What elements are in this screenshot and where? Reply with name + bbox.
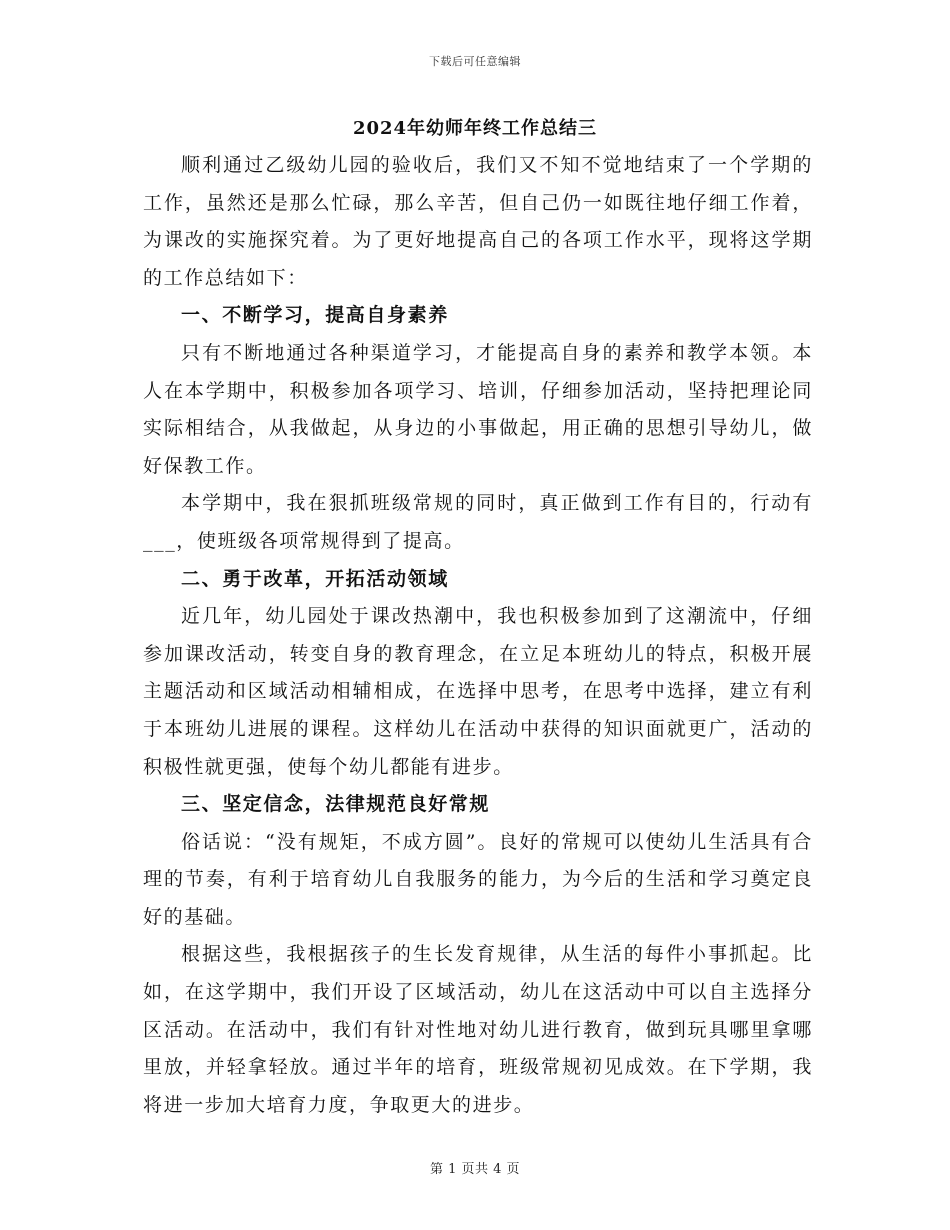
header-note: 下载后可任意编辑 (429, 55, 521, 68)
page-indicator: 第 1 页共 4 页 (429, 1162, 521, 1177)
section-3-paragraph-2: 根据这些，我根据孩子的生长发育规律，从生活的每件小事抓起。比如，在这学期中，我们开设了区域活动，幼儿在这活动中可以自主选择分区活动。在活动中，我们有针对性地对幼儿进行教育，做到玩具哪里拿哪里放，并轻拿轻放。通过半年的培育，班级常规初见成效。在下学期，我将进一步加大培育力度，争取更大的进步。 (143, 943, 813, 1116)
document-body (143, 147, 813, 1124)
section-1-heading: 一、不断学习，提高自身素养 (181, 304, 449, 327)
section-1-paragraph-2: 本学期中，我在狠抓班级常规的同时，真正做到工作有目的，行动有___，使班级各项常规得到了提高。 (143, 492, 813, 552)
document-title: 2024年幼师年终工作总结三 (352, 118, 598, 139)
section-3-heading: 三、坚定信念，法律规范良好常规 (181, 793, 491, 816)
section-2-paragraph-1: 近几年，幼儿园处于课改热潮中，我也积极参加到了这潮流中，仔细参加课改活动，转变自身的教育理念，在立足本班幼儿的特点，积极开展主题活动和区域活动相辅相成，在选择中思考，在思考中选择，建立有利于本班幼儿进展的课程。这样幼儿在活动中获得的知识面就更广，活动的积极性就更强，使每个幼儿都能有进步。 (143, 605, 813, 778)
section-1-paragraph-1: 只有不断地通过各种渠道学习，才能提高自身的素养和教学本领。本人在本学期中，积极参加各项学习、培训，仔细参加活动，坚持把理论同实际相结合，从我做起，从身边的小事做起，用正确的思想引导幼儿，做好保教工作。 (143, 341, 813, 477)
section-3-paragraph-1: 俗话说：“没有规矩，不成方圆”。良好的常规可以使幼儿生活具有合理的节奏，有利于培育幼儿自我服务的能力，为今后的生活和学习奠定良好的基础。 (143, 830, 813, 928)
section-2-heading: 二、勇于改革，开拓活动领域 (181, 567, 449, 590)
intro-paragraph: 顺利通过乙级幼儿园的验收后，我们又不知不觉地结束了一个学期的工作，虽然还是那么忙碌，那么辛苦，但自己仍一如既往地仔细工作着，为课改的实施探究着。为了更好地提高自己的各项工作水平，现将这学期的工作总结如下： (143, 154, 813, 289)
